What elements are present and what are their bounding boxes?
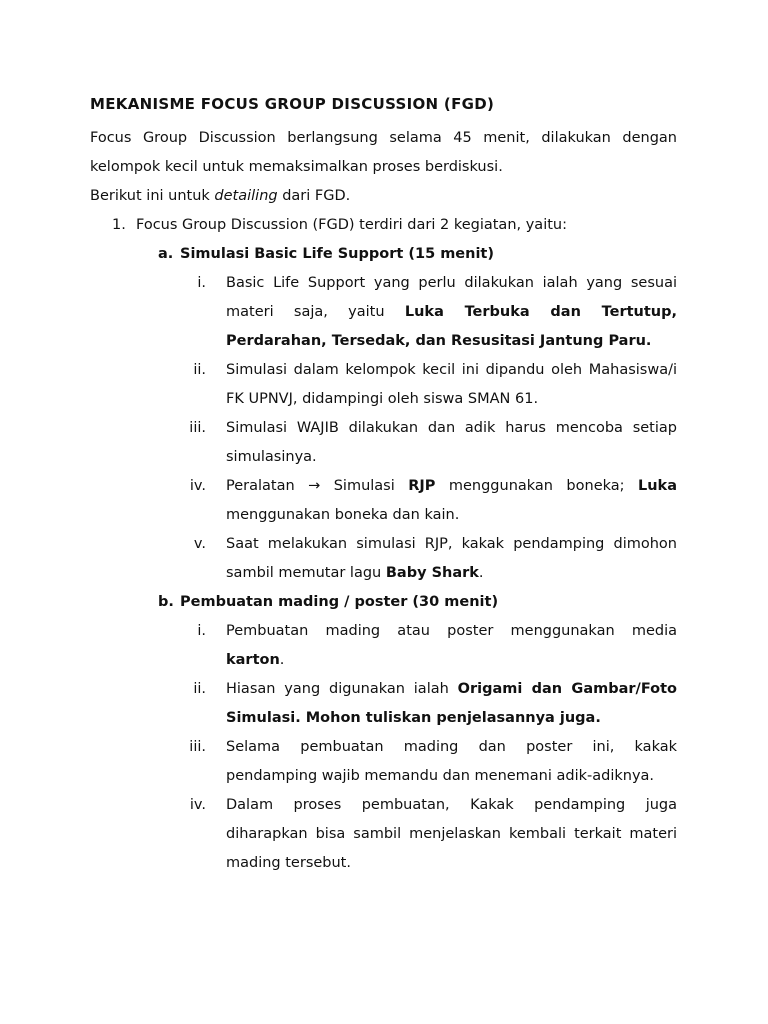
item-marker: iv. [189, 797, 206, 813]
document-title: MEKANISME FOCUS GROUP DISCUSSION (FGD) [90, 95, 495, 113]
item-marker: iii. [189, 739, 206, 755]
section-a-title: Simulasi Basic Life Support (15 menit) [180, 246, 494, 262]
section-b-item-iii [90, 733, 677, 791]
section-a-marker: a. [158, 246, 174, 262]
list-marker: 1. [112, 217, 126, 233]
item-text: menggunakan boneka dan kain. [226, 507, 460, 523]
detailing-line-pre: Berikut ini untuk [90, 188, 215, 204]
list-item-1 [90, 211, 677, 240]
section-b-marker: b. [158, 594, 174, 610]
section-a-item-iii [90, 414, 677, 472]
section-a-heading [90, 240, 677, 269]
item-text: Simulasi dalam kelompok kecil ini dipandu oleh Mahasiswa/i FK UPNVJ, didampingi oleh siswa SMAN 61. [226, 362, 677, 407]
section-b-title: Pembuatan mading / poster (30 menit) [180, 594, 499, 610]
item-bold-text: Origami dan Gambar/Foto Simulasi. Mohon tuliskan penjelasannya juga. [226, 681, 677, 726]
list-item-text: Focus Group Discussion (FGD) terdiri dari 2 kegiatan, yaitu: [136, 217, 567, 233]
intro-paragraph: Focus Group Discussion berlangsung selama 45 menit, dilakukan dengan kelompok kecil untuk memaksimalkan proses berdiskusi. [90, 130, 677, 175]
item-bold-text: Luka Terbuka dan Tertutup, Perdarahan, Tersedak, dan Resusitasi Jantung Paru. [226, 304, 677, 349]
section-a-item-v [90, 530, 677, 588]
document-page [90, 94, 677, 878]
item-marker: i. [197, 275, 206, 291]
item-text: . [478, 565, 484, 581]
item-marker: iii. [189, 420, 206, 436]
section-b-item-ii [90, 675, 677, 733]
section-b-list [90, 617, 677, 878]
section-b-item-iv [90, 791, 677, 878]
section-a-item-ii [90, 356, 677, 414]
item-bold-text: Luka [637, 478, 677, 494]
item-marker: iv. [189, 478, 206, 494]
section-b-item-i [90, 617, 677, 675]
item-marker: ii. [193, 681, 206, 697]
item-text: Dalam proses pembuatan, Kakak pendamping juga diharapkan bisa sambil menjelaskan kembali terkait materi mading tersebut. [226, 797, 677, 871]
section-b-heading [90, 588, 677, 617]
section-a-item-i [90, 269, 677, 356]
item-text: Pembuatan mading atau poster menggunakan media [226, 623, 677, 639]
item-text: Hiasan yang digunakan ialah [226, 681, 458, 697]
item-text: Selama pembuatan mading dan poster ini, kakak pendamping wajib memandu dan menemani adik-adiknya. [226, 739, 677, 784]
item-marker: ii. [193, 362, 206, 378]
section-a-list [90, 269, 677, 588]
item-bold-text: RJP [408, 478, 436, 494]
item-text: menggunakan boneka; [435, 478, 638, 494]
item-marker: v. [193, 536, 206, 552]
section-a-item-iv [90, 472, 677, 530]
item-text: Simulasi WAJIB dilakukan dan adik harus mencoba setiap simulasinya. [226, 420, 677, 465]
item-bold-text: karton [226, 652, 280, 668]
detailing-line-post: dari FGD. [277, 188, 351, 204]
item-marker: i. [197, 623, 206, 639]
item-text: . [279, 652, 285, 668]
item-text: Peralatan → Simulasi [226, 478, 409, 494]
item-bold-text: Baby Shark [385, 565, 479, 581]
detailing-italic: detailing [214, 188, 278, 204]
detailing-line [90, 182, 677, 211]
item-text: Saat melakukan simulasi RJP, kakak pendamping dimohon sambil memutar lagu [226, 536, 677, 581]
item-text: Basic Life Support yang perlu dilakukan ialah yang sesuai materi saja, yaitu [226, 275, 677, 320]
